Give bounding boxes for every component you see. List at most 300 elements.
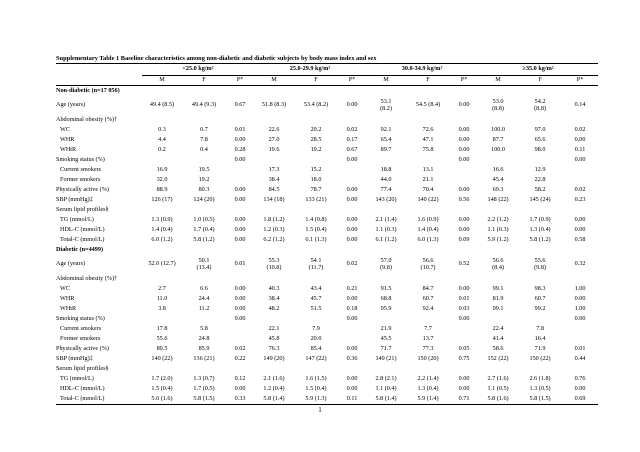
table-cell <box>478 314 518 324</box>
table-cell: 71.7 <box>380 344 392 352</box>
table-cell <box>518 205 562 215</box>
table-cell <box>338 364 366 374</box>
table-row <box>56 374 598 384</box>
table-cell: 1.6 (1.5) <box>305 374 327 382</box>
row-label: SBP (mmHg)‡ <box>56 195 93 203</box>
table-cell: 0.00 <box>574 294 586 302</box>
table-cell: 0.11 <box>574 145 586 153</box>
table-cell: 0.71 <box>450 394 478 405</box>
table-cell <box>338 165 366 175</box>
table-cell: 65.6 <box>534 135 546 143</box>
table-cell: 11.2 <box>198 304 210 312</box>
table-cell: 0.01 <box>234 125 246 133</box>
table-cell <box>254 155 294 165</box>
table-cell: 0.00 <box>234 294 246 302</box>
table-cell: 0.22 <box>234 354 246 362</box>
table-cell: 0.33 <box>226 394 254 405</box>
table-cell: 22.8 <box>534 175 546 183</box>
table-row <box>56 255 598 274</box>
table-row <box>56 334 598 344</box>
table-cell: 1.1 (0.3) <box>487 225 509 233</box>
table-cell <box>338 205 366 215</box>
table-cell: 0.00 <box>346 384 358 392</box>
table-cell: 1.7 (0.9) <box>529 215 551 223</box>
table-cell: 1.4 (0.4) <box>151 225 173 233</box>
table-cell: 22.1 <box>268 324 280 332</box>
table-caption: Supplementary Table 1 Baseline characteristics among non-diabetic and diabetic subjects by body mass index and sex <box>56 55 377 62</box>
table-cell: 0.00 <box>574 135 586 143</box>
row-label: Total-C (mmol/L) <box>60 235 105 243</box>
table-cell: 92.4 <box>422 304 434 312</box>
table-cell <box>366 115 406 125</box>
table-cell: 2.1 (1.6) <box>263 374 285 382</box>
table-cell <box>182 155 226 165</box>
table-cell: 6.0 (1.2) <box>151 235 173 243</box>
group-header: 25.0-29.9 kg/m² <box>254 64 366 76</box>
table-cell: 0.58 <box>574 235 586 243</box>
table-cell <box>450 205 478 215</box>
page-number: 1 <box>318 406 322 414</box>
table-cell: 19.2 <box>310 145 322 153</box>
table-cell: 0.00 <box>234 235 246 243</box>
table-cell: 1.2 (0.4) <box>263 384 285 392</box>
row-label: WC <box>60 284 70 292</box>
table-cell: 65.4 <box>380 135 392 143</box>
table-cell: 0.00 <box>458 384 470 392</box>
table-cell: 0.00 <box>346 314 358 322</box>
table-cell: 0.00 <box>458 185 470 193</box>
group-header: <25.0 kg/m² <box>142 64 254 76</box>
row-label: Age (years) <box>56 260 86 268</box>
table-cell <box>294 115 338 125</box>
table-row <box>56 354 598 364</box>
table-cell: 0.21 <box>346 284 358 292</box>
table-cell: 24.8 <box>198 334 210 342</box>
row-label: Total-C (mmol/L) <box>56 394 142 405</box>
table-cell: 0.00 <box>458 374 470 382</box>
table-cell <box>254 274 294 284</box>
table-cell: 143 (20) <box>375 195 397 203</box>
table-cell: 0.00 <box>346 374 358 382</box>
table-cell: 21.1 <box>422 175 434 183</box>
table-body <box>56 86 598 405</box>
table-cell: 2.7 (1.6) <box>487 374 509 382</box>
column-header-male: M <box>478 76 518 86</box>
table-cell: 72.6 <box>422 125 434 133</box>
table-cell: 20.0 <box>310 334 322 342</box>
table-cell: 95.9 <box>380 304 392 312</box>
table-cell: 100.0 <box>491 145 506 153</box>
table-cell: 6.6 <box>200 284 208 292</box>
table-cell: 13.1 <box>422 165 434 173</box>
table-cell: 149 (21) <box>375 354 397 362</box>
table-cell: 40.3 <box>268 284 280 292</box>
table-cell: 1.6 (0.9) <box>417 215 439 223</box>
table-cell: 13.7 <box>422 334 434 342</box>
table-cell <box>338 274 366 284</box>
table-cell: 45.5 <box>380 334 392 342</box>
column-header-female: F <box>518 76 562 86</box>
table-cell <box>142 115 182 125</box>
column-header-male: M <box>254 76 294 86</box>
table-cell: 0.00 <box>234 314 246 322</box>
table-cell: 5.6 (1.6) <box>142 394 182 405</box>
table-cell: 19.5 <box>198 165 210 173</box>
table-cell: 0.00 <box>458 145 470 153</box>
table-cell: 5.8 (1.5) <box>182 394 226 405</box>
table-cell: 87.7 <box>492 135 504 143</box>
table-cell: 0.00 <box>346 195 358 203</box>
table-cell <box>478 364 518 374</box>
table-cell: 60.7 <box>422 294 434 302</box>
table-row <box>56 304 598 314</box>
table-cell: 45.8 <box>268 334 280 342</box>
table-cell: 85.9 <box>198 344 210 352</box>
table-cell: 75.8 <box>422 145 434 153</box>
table-cell: 0.00 <box>458 314 470 322</box>
table-cell: 0.00 <box>574 155 586 163</box>
section-label: Diabetic (n=4499) <box>56 245 104 253</box>
table-row <box>56 185 598 195</box>
table-cell <box>338 334 366 344</box>
table-cell: 69.3 <box>492 185 504 193</box>
table-cell: 0.32 <box>574 260 586 268</box>
row-label: WC <box>60 125 70 133</box>
table-cell <box>478 274 518 284</box>
table-cell <box>338 175 366 185</box>
table-cell <box>226 274 254 284</box>
table-cell <box>562 165 598 175</box>
table-cell <box>338 115 366 125</box>
table-cell: 148 (22) <box>487 195 509 203</box>
table-cell: 81.9 <box>492 294 504 302</box>
table-cell: 44.0 <box>380 175 392 183</box>
table-cell: 38.4 <box>268 294 280 302</box>
table-row <box>56 225 598 235</box>
table-cell: 0.14 <box>574 101 586 109</box>
table-cell <box>254 314 294 324</box>
table-cell: 0.7 <box>200 125 208 133</box>
table-cell: 60.7 <box>534 294 546 302</box>
table-cell <box>366 155 406 165</box>
table-cell: 150 (22) <box>529 354 551 362</box>
table-cell: 55.6 (9.8) <box>534 256 546 271</box>
table-cell: 124 (20) <box>193 195 215 203</box>
group-header: ≥35.0 kg/m² <box>478 64 598 76</box>
table-cell <box>562 175 598 185</box>
table-cell: 0.12 <box>234 374 246 382</box>
table-cell: 21.9 <box>380 324 392 332</box>
table-cell: 1.4 (0.4) <box>417 225 439 233</box>
table-cell <box>182 205 226 215</box>
table-row <box>56 145 598 155</box>
table-row <box>56 205 598 215</box>
table-cell <box>294 155 338 165</box>
row-label: Physically active (%) <box>56 344 109 352</box>
table-cell: 6.1 (1.2) <box>375 235 397 243</box>
table-cell: 0.00 <box>346 235 358 243</box>
table-cell: 152 (22) <box>487 354 509 362</box>
table-cell <box>518 364 562 374</box>
table-row <box>56 195 598 205</box>
table-cell: 1.7 (0.5) <box>193 384 215 392</box>
table-cell: 53.1 (8.2) <box>380 97 392 112</box>
row-label: WHtR <box>60 304 77 312</box>
table-cell: 68.8 <box>380 294 392 302</box>
group-header: 30.0-34.9 kg/m² <box>366 64 478 76</box>
column-header-female: F <box>406 76 450 86</box>
table-cell <box>366 205 406 215</box>
table-cell: 0.00 <box>234 225 246 233</box>
table-cell: 0.00 <box>346 155 358 163</box>
table-cell <box>518 314 562 324</box>
row-label: Physically active (%) <box>56 185 109 193</box>
table-cell: 0.28 <box>234 145 246 153</box>
table-cell: 126 (17) <box>151 195 173 203</box>
table-cell: 43.4 <box>310 284 322 292</box>
table-cell: 99.1 <box>492 304 504 312</box>
table-row <box>56 96 598 115</box>
table-cell: 3.8 <box>158 304 166 312</box>
table-cell: 140 (22) <box>417 195 439 203</box>
table-cell: 77.4 <box>380 185 392 193</box>
section-label: Non-diabetic (n=17 056) <box>56 86 120 94</box>
table-cell: 53.0 (8.8) <box>492 97 504 112</box>
table-cell: 12.9 <box>534 165 546 173</box>
table-cell: 0.23 <box>574 195 586 203</box>
row-label: Smoking status (%) <box>56 314 105 322</box>
table-cell <box>294 205 338 215</box>
table-row <box>56 274 598 284</box>
table-row <box>56 135 598 145</box>
table-cell: 1.3 (0.4) <box>529 225 551 233</box>
table-cell <box>226 165 254 175</box>
table-cell: 1.3 (0.9) <box>151 215 173 223</box>
table-cell: 0.00 <box>234 185 246 193</box>
table-cell: 7.8 <box>536 324 544 332</box>
table-cell: 0.01 <box>234 260 246 268</box>
table-cell <box>142 274 182 284</box>
table-cell: 11.0 <box>156 294 168 302</box>
table-cell <box>406 155 450 165</box>
table-cell: 51.5 <box>310 304 322 312</box>
table-cell: 0.00 <box>458 101 470 109</box>
table-cell <box>226 205 254 215</box>
table-cell <box>562 364 598 374</box>
table-cell: 0.00 <box>234 384 246 392</box>
table-cell <box>366 274 406 284</box>
table-cell: 0.4 <box>200 145 208 153</box>
table-cell: 150 (20) <box>417 354 439 362</box>
table-cell: 15.2 <box>310 165 322 173</box>
table-cell: 52.0 (12.7) <box>148 260 176 268</box>
table-cell <box>254 205 294 215</box>
table-cell <box>182 115 226 125</box>
table-cell: 5.8 <box>200 324 208 332</box>
table-cell <box>562 274 598 284</box>
table-cell: 55.3 (10.8) <box>266 256 282 271</box>
table-row <box>56 165 598 175</box>
table-cell: 0.00 <box>458 225 470 233</box>
table-cell: 134 (18) <box>263 195 285 203</box>
column-header-female: F <box>294 76 338 86</box>
table-cell: 0.02 <box>346 125 358 133</box>
table-cell: 54.2 (8.8) <box>534 97 546 112</box>
table-cell: 0.69 <box>562 394 598 405</box>
table-cell <box>450 175 478 185</box>
row-label: Former smokers <box>60 334 101 342</box>
table-cell: 147 (22) <box>305 354 327 362</box>
table-cell: 149 (20) <box>263 354 285 362</box>
table-cell: 5.8 (1.5) <box>518 394 562 405</box>
table-cell <box>226 364 254 374</box>
table-cell: 71.9 <box>534 344 546 352</box>
table-cell <box>142 155 182 165</box>
table-cell <box>406 274 450 284</box>
table-cell: 1.5 (0.4) <box>305 384 327 392</box>
table-cell: 18.0 <box>310 175 322 183</box>
table-cell <box>182 274 226 284</box>
table-cell: 0.52 <box>458 260 470 268</box>
table-cell: 16.4 <box>534 334 546 342</box>
table-cell: 5.8 (1.4) <box>366 394 406 405</box>
table-cell: 2.8 (2.1) <box>375 374 397 382</box>
table-cell <box>478 155 518 165</box>
row-label: WHR <box>60 135 75 143</box>
table-cell <box>226 334 254 344</box>
table-cell: 2.7 <box>158 284 166 292</box>
table-cell: 22.4 <box>492 324 504 332</box>
table-cell: 54.5 (8.4) <box>415 101 441 109</box>
table-cell: 84.7 <box>422 284 434 292</box>
table-cell <box>450 324 478 334</box>
row-label: Abdominal obesity (%)† <box>56 274 118 282</box>
table-cell: 99.2 <box>534 304 546 312</box>
table-cell: 5.8 (1.2) <box>529 235 551 243</box>
table-cell: 0.00 <box>346 101 358 109</box>
table-cell: 6.1 (1.3) <box>305 235 327 243</box>
table-cell: 0.00 <box>346 344 358 352</box>
table-cell <box>406 364 450 374</box>
table-cell <box>142 364 182 374</box>
table-cell: 88.9 <box>156 185 168 193</box>
table-cell: 78.7 <box>310 185 322 193</box>
row-label: Abdominal obesity (%)† <box>56 115 118 123</box>
table-cell: 5.9 (1.2) <box>487 235 509 243</box>
table-cell: 17.3 <box>268 165 280 173</box>
table-cell: 54.1 (11.7) <box>308 256 324 271</box>
table-cell: 0.36 <box>346 354 358 362</box>
table-cell: 1.0 (0.5) <box>193 215 215 223</box>
table-cell: 80.3 <box>198 185 210 193</box>
table-cell: 0.00 <box>574 384 586 392</box>
table-cell: 32.0 <box>156 175 168 183</box>
table-cell <box>406 205 450 215</box>
table-cell: 0.67 <box>234 101 246 109</box>
table-cell: 45.4 <box>492 175 504 183</box>
table-cell: 2.2 (1.2) <box>487 215 509 223</box>
table-cell: 0.00 <box>458 284 470 292</box>
table-cell: 145 (24) <box>529 195 551 203</box>
table-cell: 0.00 <box>574 314 586 322</box>
table-cell: 5.8 (1.6) <box>478 394 518 405</box>
table-cell: 0.11 <box>338 394 366 405</box>
table-cell <box>226 175 254 185</box>
table-cell: 140 (22) <box>151 354 173 362</box>
row-label: Serum lipid profiles§ <box>56 205 109 213</box>
table-cell: 1.5 (0.4) <box>305 225 327 233</box>
table-cell <box>366 314 406 324</box>
table-cell: 55.6 <box>156 334 168 342</box>
table-cell: 0.00 <box>346 215 358 223</box>
table-cell: 1.00 <box>574 304 586 312</box>
table-cell: 17.8 <box>156 324 168 332</box>
table-cell: 6.0 (1.3) <box>417 235 439 243</box>
table-cell: 5.9 (1.4) <box>406 394 450 405</box>
table-row <box>56 175 598 185</box>
table-cell: 58.6 <box>492 344 504 352</box>
table-cell: 100.0 <box>491 125 506 133</box>
table-cell <box>294 314 338 324</box>
table-cell: 0.00 <box>234 304 246 312</box>
table-cell <box>142 314 182 324</box>
column-header-p: P* <box>450 76 478 86</box>
table-cell: 1.3 (0.4) <box>417 384 439 392</box>
table-cell: 84.5 <box>268 185 280 193</box>
table-cell: 2.1 (1.4) <box>375 215 397 223</box>
table-row <box>56 394 598 405</box>
table-cell <box>182 364 226 374</box>
table-cell <box>562 324 598 334</box>
table-cell: 0.00 <box>346 294 358 302</box>
table-cell <box>294 274 338 284</box>
row-label: Former smokers <box>60 175 101 183</box>
table-cell: 58.2 <box>534 185 546 193</box>
table-cell: 98.0 <box>534 145 546 153</box>
table-cell <box>562 115 598 125</box>
table-row <box>56 155 598 165</box>
table-row <box>56 294 598 304</box>
table-cell: 51.8 (8.3) <box>261 101 287 109</box>
table-cell: 19.2 <box>198 175 210 183</box>
table-cell <box>450 165 478 175</box>
table-cell: 49.4 (8.5) <box>149 101 175 109</box>
table-cell: 27.0 <box>268 135 280 143</box>
table-cell: 80.5 <box>156 344 168 352</box>
row-label: TG (mmol/L) <box>60 374 94 382</box>
table-cell: 70.4 <box>422 185 434 193</box>
table-cell <box>254 364 294 374</box>
table-cell: 92.1 <box>380 125 392 133</box>
table-cell: 0.05 <box>458 344 470 352</box>
table-cell: 7.9 <box>312 324 320 332</box>
table-cell: 89.7 <box>380 145 392 153</box>
baseline-characteristics-table <box>56 63 598 405</box>
table-cell: 1.3 (0.7) <box>193 374 215 382</box>
table-cell: 99.1 <box>492 284 504 292</box>
table-cell: 2.6 (1.8) <box>529 374 551 382</box>
column-header-male: M <box>366 76 406 86</box>
table-cell: 0.18 <box>346 304 358 312</box>
table-cell: 7.8 <box>200 135 208 143</box>
table-cell: 19.6 <box>268 145 280 153</box>
table-cell: 0.00 <box>458 135 470 143</box>
table-cell: 0.17 <box>346 135 358 143</box>
table-cell: 18.8 <box>380 165 392 173</box>
table-cell: 38.4 <box>268 175 280 183</box>
table-cell <box>254 115 294 125</box>
table-cell <box>406 314 450 324</box>
